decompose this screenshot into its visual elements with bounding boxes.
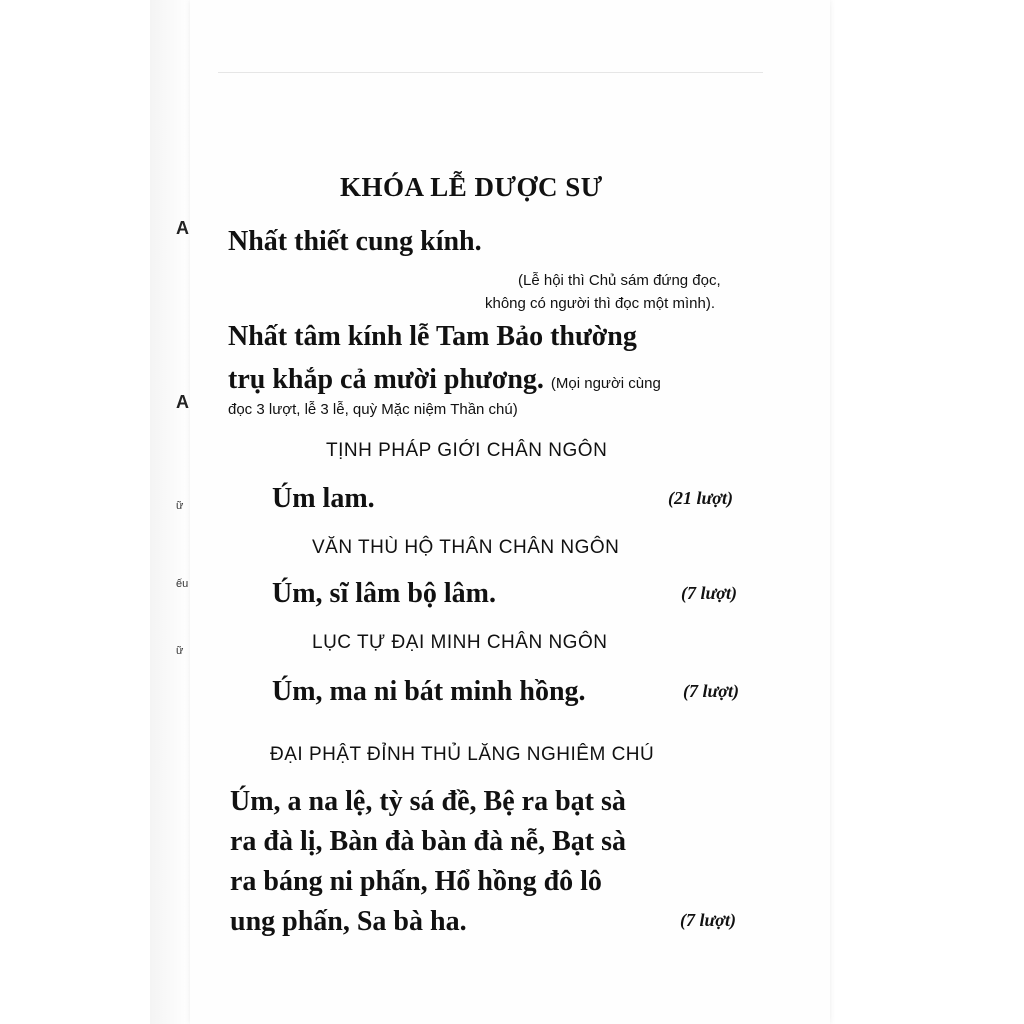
mantra-text: Úm, sĩ lâm bộ lâm.	[272, 578, 496, 609]
invocation-note: (Lễ hội thì Chủ sám đứng đọc,	[518, 272, 721, 289]
repeat-count: (7 lượt)	[683, 681, 739, 701]
homage-line	[228, 364, 661, 396]
mantra-heading: ĐẠI PHẬT ĐỈNH THỦ LĂNG NGHIÊM CHÚ	[270, 744, 655, 765]
mantra-heading: TỊNH PHÁP GIỚI CHÂN NGÔN	[326, 440, 608, 461]
page-title: KHÓA LỄ DƯỢC SƯ	[340, 172, 603, 202]
facing-page-edge-mark: A	[176, 392, 189, 412]
mantra-text: Úm lam.	[272, 483, 375, 514]
repeat-count: (7 lượt)	[680, 910, 736, 930]
page-gutter-shadow	[150, 0, 190, 1024]
homage-note: đọc 3 lượt, lễ 3 lễ, quỳ Mặc niệm Thần chú)	[228, 401, 518, 418]
facing-page-edge-mark: ữ	[176, 500, 184, 512]
facing-page-edge-mark: A	[176, 218, 189, 238]
mantra-text-line: ra đà lị, Bàn đà bàn đà nễ, Bạt sà	[230, 826, 626, 857]
invocation-line: Nhất thiết cung kính.	[228, 226, 482, 257]
mantra-text-line: Úm, a na lệ, tỳ sá đề, Bệ ra bạt sà	[230, 786, 626, 817]
homage-line-text: trụ khắp cả mười phương.	[228, 364, 544, 395]
running-header-showthrough	[218, 52, 763, 73]
facing-page-edge-mark: ữ	[176, 645, 184, 657]
facing-page-edge-mark: ếu	[176, 578, 189, 590]
repeat-count: (7 lượt)	[681, 583, 737, 603]
homage-note-inline: (Mọi người cùng	[550, 375, 661, 392]
mantra-text-line: ra báng ni phấn, Hổ hồng đô lô	[230, 866, 602, 897]
mantra-heading: VĂN THÙ HỘ THÂN CHÂN NGÔN	[312, 537, 620, 558]
homage-line: Nhất tâm kính lễ Tam Bảo thường	[228, 321, 637, 352]
mantra-heading: LỤC TỰ ĐẠI MINH CHÂN NGÔN	[312, 632, 608, 653]
mantra-text: Úm, ma ni bát minh hồng.	[272, 676, 586, 707]
invocation-note: không có người thì đọc một mình).	[485, 295, 715, 312]
mantra-text-line: ung phấn, Sa bà ha.	[230, 906, 467, 937]
repeat-count: (21 lượt)	[668, 488, 733, 508]
